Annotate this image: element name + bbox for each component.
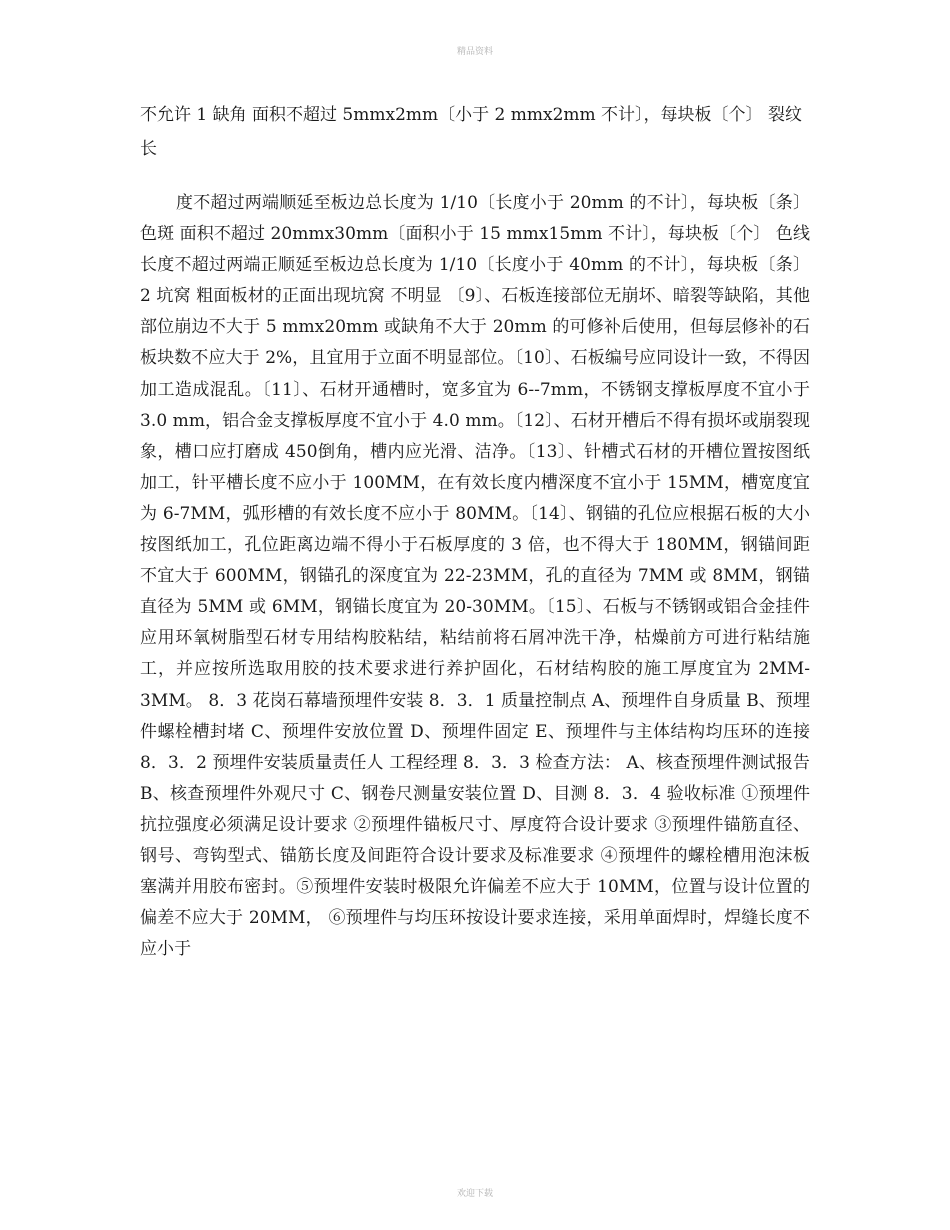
paragraph: 不允许 1 缺角 面积不超过 5mmx2mm〔小于 2 mmx2mm 不计〕，每块板〔个〕 裂纹 长	[140, 105, 802, 159]
paragraph: 度不超过两端顺延至板边总长度为 1/10〔长度小于 20mm 的不计〕，每块板〔条〕 色斑 面积不超过 20mmx30mm〔面积小于 15 mmx15mm 不计〕，每块板〔个〕 色线 长度不超过两端正顺延至板边总长度为 1/10〔长度小于 40mm 的不计〕，每块板〔条〕 2 坑窝 粗面板材的正面出现坑窝 不明显 〔9〕、石板连接部位无崩坏、暗裂等缺陷，其他部位崩边不大于 5 mmx20mm 或缺角不大于 20mm 的可修补后使用，但每层修补的石板块数不应大于 2%，且宜用于立面不明显部位。〔10〕、石板编号应同设计一致，不得因加工造成混乱。〔11〕、石材开通槽时，宽多宜为 6--7mm，不锈钢支撑板厚度不宜小于 3.0 mm，铝合金支撑板厚度不宜小于 4.0 mm。〔12〕、石材开槽后不得有损坏或崩裂现象，槽口应打磨成 450倒角，槽内应光滑、洁净。〔13〕、针槽式石材的开槽位置按图纸加工，针平槽长度不应小于 100MM，在有效长度内槽深度不宜小于 15MM，槽宽度宜为 6-7MM，弧形槽的有效长度不应小于 80MM。〔14〕、钢锚的孔位应根据石板的大小按图纸加工，孔位距离边端不得小于石板厚度的 3 倍，也不得大于 180MM，钢锚间距不宜大于 600MM，钢锚孔的深度宜为 22-23MM，孔的直径为 7MM 或 8MM，钢锚直径为 5MM 或 6MM，钢锚长度宜为 20-30MM。〔15〕、石板与不锈钢或铝合金挂件应用环氧树脂型石材专用结构胶粘结，粘结前将石屑冲洗干净，枯燥前方可进行粘结施工，并应按所选取用胶的技术要求进行养护固化，石材结构胶的施工厚度宜为 2MM-3MM。 8．3 花岗石幕墙预埋件安装 8．3．1 质量控制点 A、预埋件自身质量 B、预埋件螺栓槽封堵 C、预埋件安放位置 D、预埋件固定 E、预埋件与主体结构均压环的连接 8．3．2 预埋件安装质量责任人 工程经理 8．3．3 检查方法： A、核查预埋件测试报告 B、核查预埋件外观尺寸 C、钢卷尺测量安装位置 D、目测 8．3．4 验收标准 ①预埋件抗拉强度必须满足设计要求 ②预埋件锚板尺寸、厚度符合设计要求 ③预埋件锚筋直径、钢号、弯钩型式、锚筋长度及间距符合设计要求及标准要求 ④预埋件的螺栓槽用泡沫板塞满并用胶布密封。⑤预埋件安装时极限允许偏差不应大于 10MM，位置与设计位置的偏差不应大于 20MM， ⑥预埋件与均压环按设计要求连接，采用单面焊时，焊缝长度不应小于	[140, 193, 810, 960]
document-body	[140, 98, 810, 965]
page-header: 精品资料	[456, 47, 493, 57]
page-footer: 欢迎下载	[456, 1189, 493, 1199]
